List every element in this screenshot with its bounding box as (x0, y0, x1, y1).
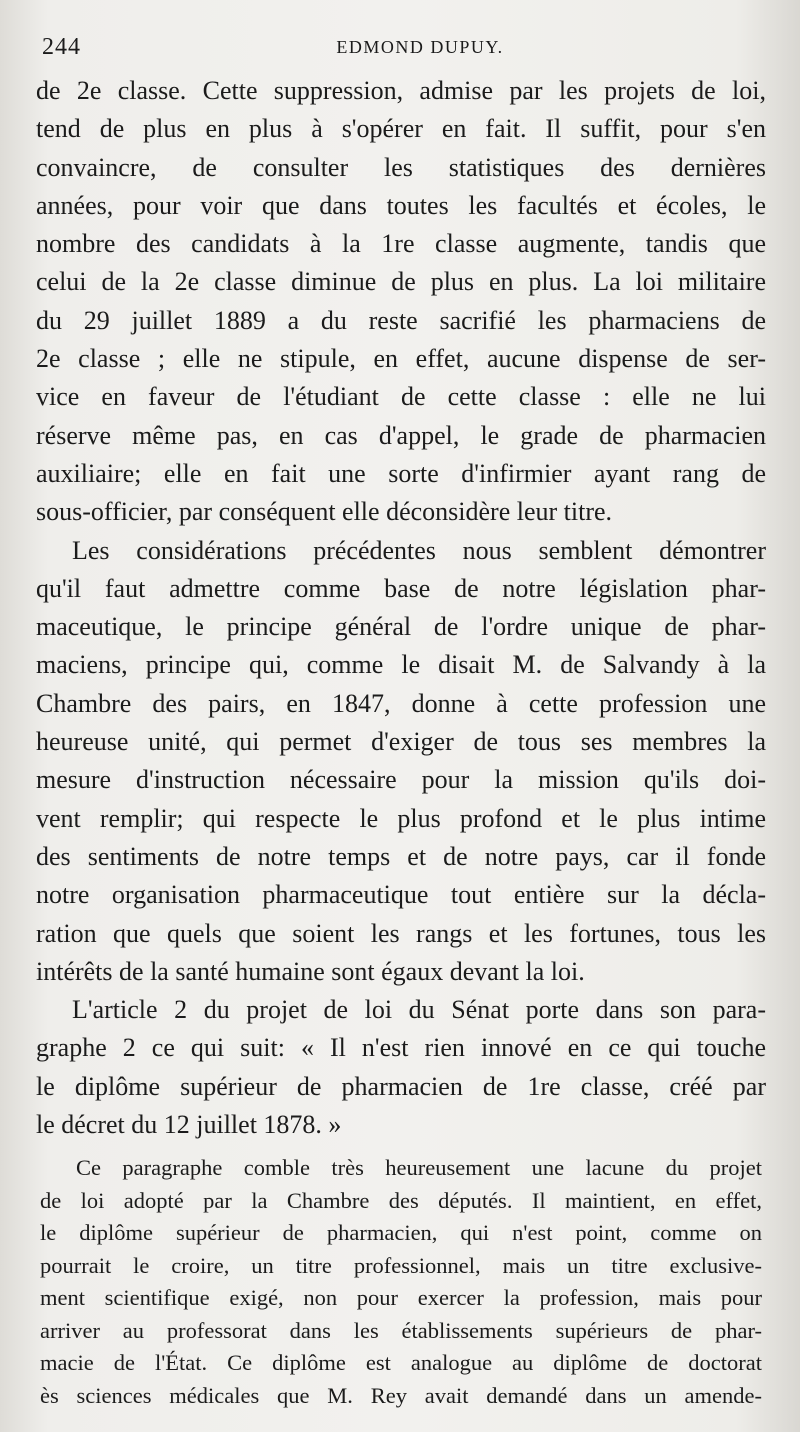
text-line: ration que quels que soient les rangs et les fortunes, tous les (36, 918, 766, 948)
text-line: nombre des candidats à la 1re classe augmente, tandis que (36, 229, 766, 259)
text-line: sous-officier, par conséquent elle déconsidère leur titre. (36, 497, 613, 527)
text-line: notre organisation pharmaceutique tout entière sur la décla- (36, 880, 766, 910)
small-print-paragraph (40, 1152, 762, 1412)
text-line: le décret du 12 juillet 1878. » (36, 1110, 342, 1140)
main-text (36, 72, 766, 1144)
text-line: vent remplir; qui respecte le plus profond et le plus intime (36, 803, 766, 833)
text-line: le diplôme supérieur de pharmacien de 1re classe, créé par (36, 1071, 766, 1101)
text-line: ment scientifique exigé, non pour exercer la profession, mais pour (40, 1285, 762, 1310)
text-line: vice en faveur de l'étudiant de cette classe : elle ne lui (36, 382, 766, 412)
text-line: ès sciences médicales que M. Rey avait demandé dans un amende- (40, 1382, 762, 1408)
text-line: de 2e classe. Cette suppression, admise par les projets de loi, (36, 76, 766, 105)
text-line: mesure d'instruction nécessaire pour la mission qu'ils doi- (36, 765, 766, 795)
running-header (42, 34, 758, 58)
text-line: qu'il faut admettre comme base de notre législation phar- (36, 573, 766, 603)
text-line: heureuse unité, qui permet d'exiger de tous ses membres la (36, 727, 766, 757)
text-line: le diplôme supérieur de pharmacien, qui n'est point, comme on (40, 1220, 762, 1245)
page-number: 244 (42, 34, 81, 60)
text-line: intérêts de la santé humaine sont égaux devant la loi. (36, 956, 585, 986)
text-line: auxiliaire; elle en fait une sorte d'infirmier ayant rang de (36, 458, 766, 488)
paragraph-2 (36, 532, 766, 992)
text-line: pourrait le croire, un titre professionnel, mais un titre exclusive- (40, 1252, 762, 1278)
text-line: Les considérations précédentes nous semblent démontrer (72, 535, 766, 565)
text-line: du 29 juillet 1889 a du reste sacrifié les pharmaciens de (36, 305, 766, 335)
text-line: de loi adopté par la Chambre des députés. Il maintient, en effet, (40, 1187, 762, 1213)
paragraph-3 (36, 991, 766, 1144)
text-line: convaincre, de consulter les statistiques des dernières (36, 152, 766, 182)
text-line: des sentiments de notre temps et de notre pays, car il fonde (36, 841, 766, 871)
text-line: maciens, principe qui, comme le disait M. de Salvandy à la (36, 650, 766, 680)
text-line: années, pour voir que dans toutes les facultés et écoles, le (36, 190, 766, 220)
text-line: L'article 2 du projet de loi du Sénat porte dans son para- (72, 995, 766, 1025)
text-line: maceutique, le principe général de l'ordre unique de phar- (36, 612, 766, 642)
paragraph-1 (36, 72, 766, 532)
text-line: Ce paragraphe comble très heureusement une lacune du projet (76, 1155, 762, 1180)
text-line: macie de l'État. Ce diplôme est analogue au diplôme de doctorat (40, 1350, 762, 1375)
running-title: EDMOND DUPUY. (336, 37, 504, 57)
text-line: graphe 2 ce qui suit: « Il n'est rien innové en ce qui touche (36, 1033, 766, 1063)
text-line: réserve même pas, en cas d'appel, le grade de pharmacien (36, 420, 766, 450)
text-line: celui de la 2e classe diminue de plus en plus. La loi militaire (36, 267, 766, 297)
text-line: tend de plus en plus à s'opérer en fait. Il suffit, pour s'en (36, 114, 766, 144)
text-line: 2e classe ; elle ne stipule, en effet, aucune dispense de ser- (36, 344, 766, 374)
text-line: Chambre des pairs, en 1847, donne à cette profession une (36, 688, 766, 718)
text-line: arriver au professorat dans les établissements supérieurs de phar- (40, 1317, 762, 1343)
